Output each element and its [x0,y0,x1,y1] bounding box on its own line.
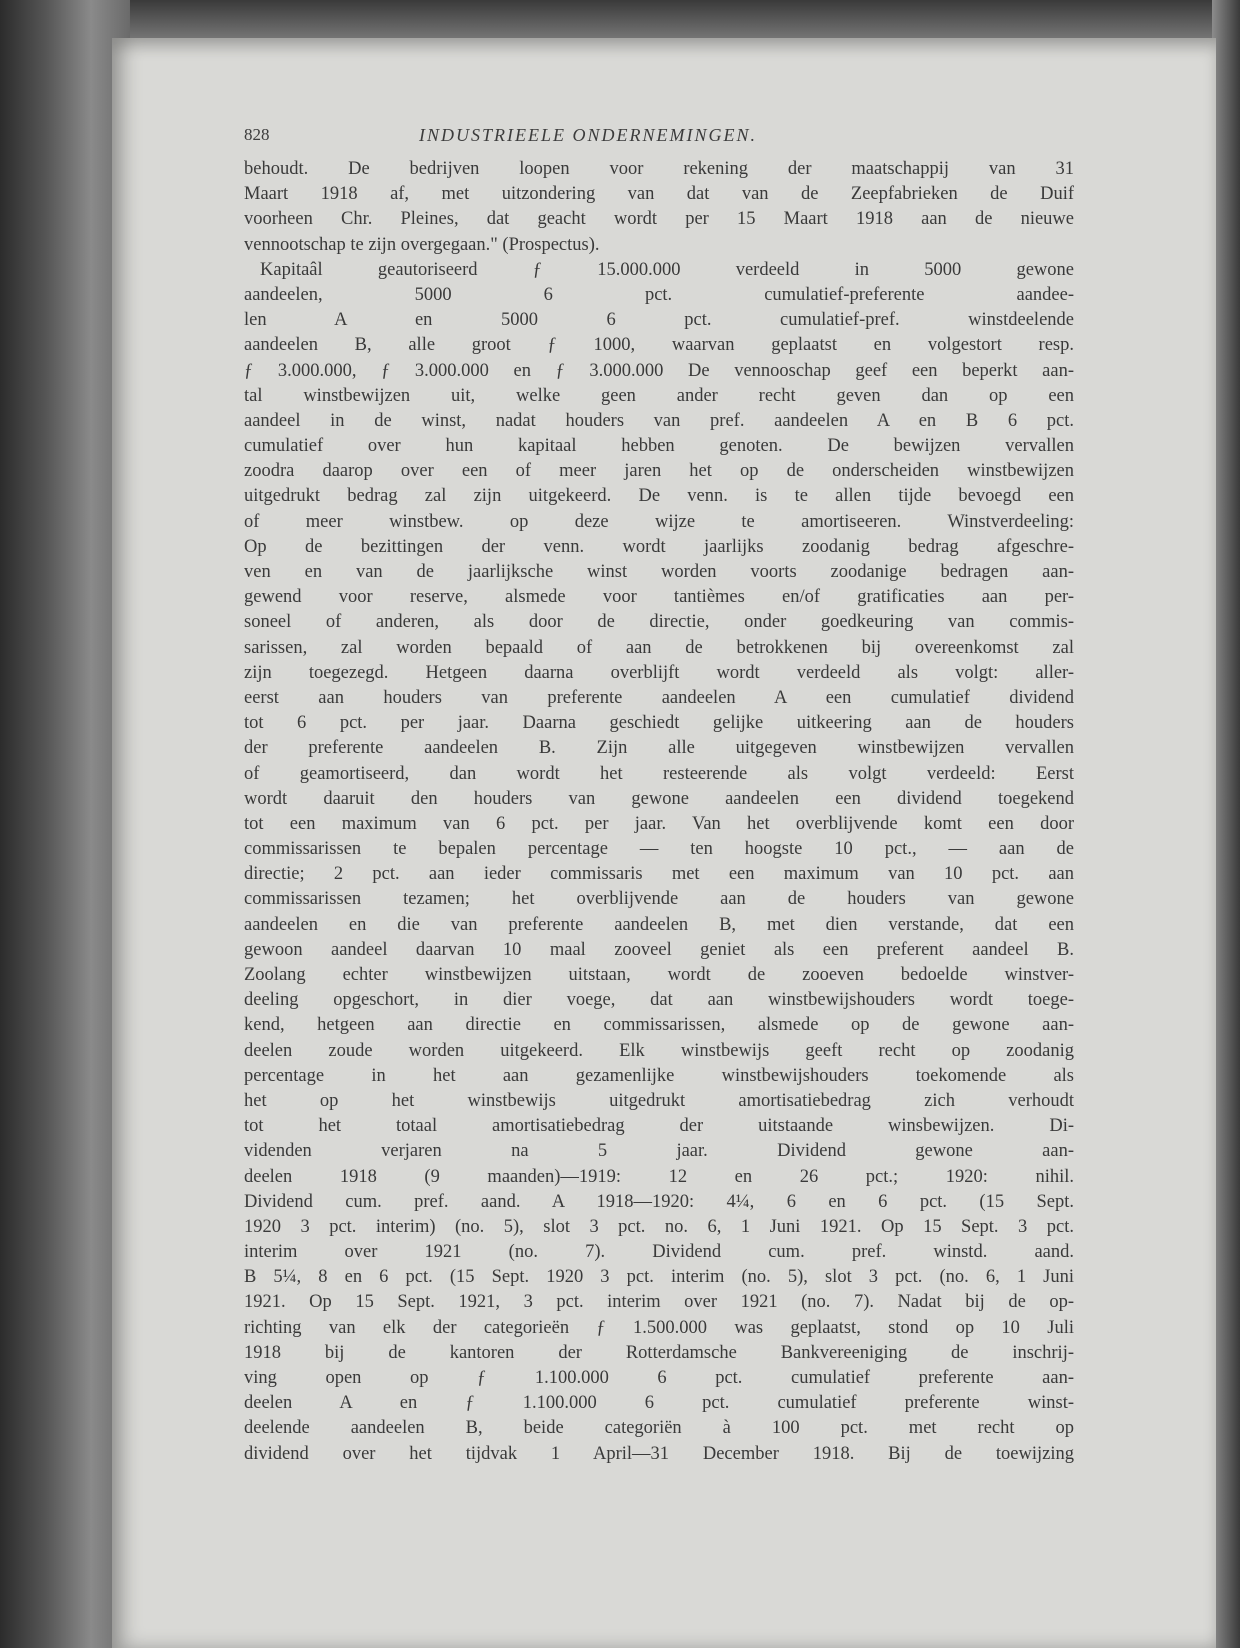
text-line: Dividend cum. pref. aand. A 1918—1920: 4¼, 6 en 6 pct. (15 Sept. [244,1191,1074,1212]
text-line: voorheen Chr. Pleines, dat geacht wordt per 15 Maart 1918 aan de nieuwe [244,209,1074,230]
book-right-edge [1212,0,1240,1648]
text-line: directie; 2 pct. aan ieder commissaris met een maximum van 10 pct. aan [244,864,1074,885]
text-line: uitgedrukt bedrag zal zijn uitgekeerd. De venn. is te allen tijde bevoegd een [244,486,1074,507]
book-page-stack-edge [0,0,130,1648]
text-line: len A en 5000 6 pct. cumulatief-pref. winstdeelende [244,310,1074,331]
text-line: behoudt. De bedrijven loopen voor rekening der maatschappij van 31 [244,159,1074,179]
text-line: zoodra daarop over een of meer jaren het op de onderscheiden winstbewijzen [244,461,1074,482]
text-line: Op de bezittingen der venn. wordt jaarlijks zoodanig bedrag afgeschre- [244,536,1074,557]
text-line: Zoolang echter winstbewijzen uitstaan, wordt de zooeven bedoelde winstver- [244,965,1074,985]
text-line: Maart 1918 af, met uitzondering van dat van de Zeepfabrieken de Duif [244,184,1074,205]
text-line: tot het totaal amortisatiebedrag der uitstaande winsbewijzen. Di- [244,1116,1074,1137]
text-line: of meer winstbew. op deze wijze te amortiseeren. Winstverdeeling: [244,511,1074,532]
text-line: B 5¼, 8 en 6 pct. (15 Sept. 1920 3 pct. interim (no. 5), slot 3 pct. (no. 6, 1 Juni [244,1267,1074,1288]
text-line: percentage in het aan gezamenlijke winstbewijshouders toekomende als [244,1065,1074,1086]
text-line: aandeelen en die van preferente aandeelen B, met dien verstande, dat een [244,914,1074,935]
text-line: tot een maximum van 6 pct. per jaar. Van het overblijvende komt een door [244,813,1074,834]
text-line: soneel of anderen, als door de directie, onder goedkeuring van commis- [244,612,1074,633]
text-line: deelen 1918 (9 maanden)—1919: 12 en 26 pct.; 1920: nihil. [244,1166,1074,1187]
text-line: deelende aandeelen B, beide categoriën à 100 pct. met recht op [244,1418,1074,1439]
text-line: of geamortiseerd, dan wordt het resteerende als volgt verdeeld: Eerst [244,763,1074,784]
text-line: Kapitaâl geautoriseerd ƒ 15.000.000 verdeeld in 5000 gewone [260,259,1074,280]
text-line: tal winstbewijzen uit, welke geen ander recht geven dan op een [244,385,1074,406]
text-line: wordt daaruit den houders van gewone aandeelen een dividend toegekend [244,788,1074,809]
text-line: aandeelen, 5000 6 pct. cumulatief-preferente aandee- [244,284,1074,305]
text-line: interim over 1921 (no. 7). Dividend cum. pref. winstd. aand. [244,1242,1074,1263]
page-header-title: INDUSTRIEELE ONDERNEMINGEN. [419,125,757,145]
text-line: richting van elk der categorieën ƒ 1.500.000 was geplaatst, stond op 10 Juli [244,1317,1074,1338]
text-line: tot 6 pct. per jaar. Daarna geschiedt gelijke uitkeering aan de houders [244,713,1074,734]
body-text [244,157,1074,1467]
text-line: 1918 bij de kantoren der Rotterdamsche Bankvereeniging de inschrij- [244,1342,1074,1363]
book-top-edge [0,0,1240,40]
text-line: zijn toegezegd. Hetgeen daarna overblijft wordt verdeeld als volgt: aller- [244,662,1074,683]
text-line: ƒ 3.000.000, ƒ 3.000.000 en ƒ 3.000.000 De vennooschap geef een beperkt aan- [244,360,1074,381]
page-number: 828 [244,125,270,144]
text-line: deelen A en ƒ 1.100.000 6 pct. cumulatief preferente winst- [244,1393,1074,1414]
text-line: der preferente aandeelen B. Zijn alle uitgegeven winstbewijzen vervallen [244,738,1074,759]
text-line: dividend over het tijdvak 1 April—31 December 1918. Bij de toewijzing [244,1443,1074,1464]
text-line: ving open op ƒ 1.100.000 6 pct. cumulatief preferente aan- [244,1368,1074,1388]
text-line: commissarissen tezamen; het overblijvende aan de houders van gewone [244,889,1074,910]
text-line: eerst aan houders van preferente aandeelen A een cumulatief dividend [244,687,1074,708]
text-line: deeling opgeschort, in dier voege, dat aan winstbewijshouders wordt toege- [244,990,1074,1011]
text-line: commissarissen te bepalen percentage — ten hoogste 10 pct., — aan de [244,839,1074,860]
text-line: aandeelen B, alle groot ƒ 1000, waarvan geplaatst en volgestort resp. [244,335,1074,356]
text-line: vennootschap te zijn overgegaan." (Prospectus). [244,234,600,255]
text-line: sarissen, zal worden bepaald of aan de betrokkenen bij overeenkomst zal [244,637,1074,658]
running-header [244,125,1124,155]
text-line: videnden verjaren na 5 jaar. Dividend gewone aan- [244,1141,1074,1162]
text-line: kend, hetgeen aan directie en commissarissen, alsmede op de gewone aan- [244,1015,1074,1036]
text-line: gewoon aandeel daarvan 10 maal zooveel geniet als een preferent aandeel B. [244,939,1074,960]
text-line: cumulatief over hun kapitaal hebben genoten. De bewijzen vervallen [244,436,1074,457]
text-line: deelen zoude worden uitgekeerd. Elk winstbewijs geeft recht op zoodanig [244,1040,1074,1061]
text-line: aandeel in de winst, nadat houders van pref. aandeelen A en B 6 pct. [244,410,1074,431]
text-line: gewend voor reserve, alsmede voor tantièmes en/of gratificaties aan per- [244,587,1074,608]
text-line: het op het winstbewijs uitgedrukt amortisatiebedrag zich verhoudt [244,1090,1074,1111]
text-line: 1920 3 pct. interim) (no. 5), slot 3 pct. no. 6, 1 Juni 1921. Op 15 Sept. 3 pct. [244,1216,1074,1237]
text-line: ven en van de jaarlijksche winst worden voorts zoodanige bedragen aan- [244,562,1074,582]
text-line: 1921. Op 15 Sept. 1921, 3 pct. interim over 1921 (no. 7). Nadat bij de op- [244,1292,1074,1313]
